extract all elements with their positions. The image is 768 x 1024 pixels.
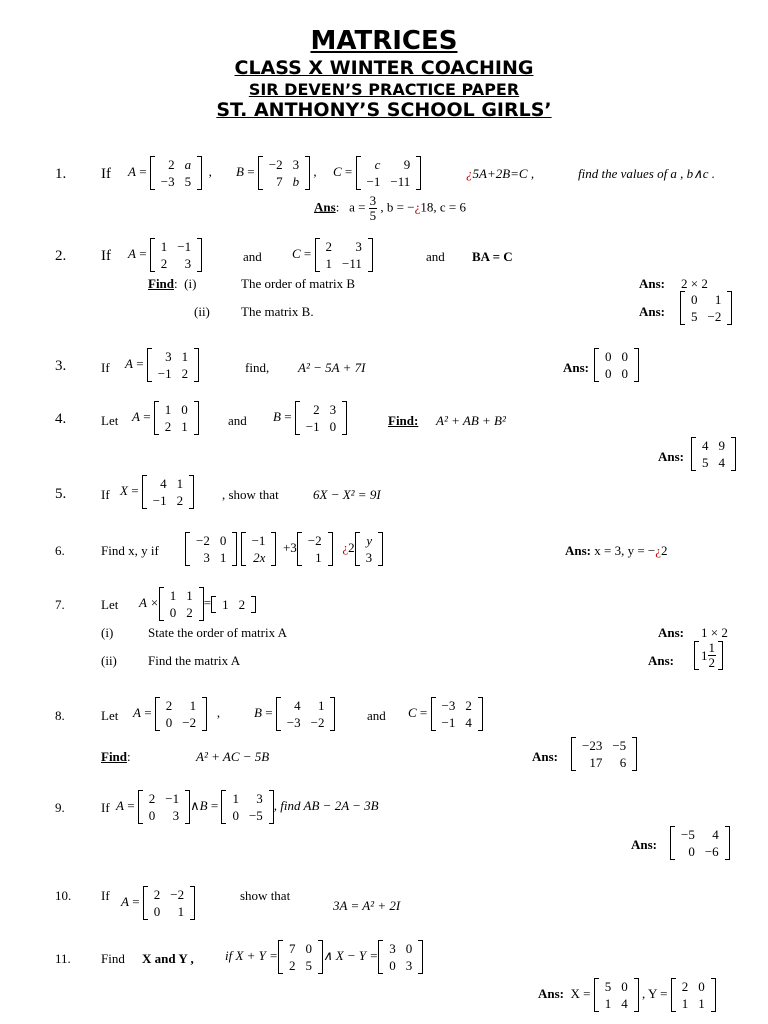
q3-answer-label: Ans: [563, 360, 590, 375]
q2-matrix-a: A = 1 −1 2 3 [128, 238, 202, 272]
matrix-brackets [670, 826, 730, 860]
matrix-cell: −2 [307, 533, 322, 548]
q7-answer-1: 1 × 2 [701, 625, 728, 640]
matrix-cell: 1 [189, 698, 197, 713]
matrix-cell: −1 [152, 493, 167, 508]
matrix-cell: 0 [219, 533, 227, 548]
q2-and-2: and [426, 249, 445, 264]
matrix-cell: 1 [317, 698, 325, 713]
matrix-cell: 3 [329, 402, 337, 417]
q6-equation: −2 0 3 1 −1 2x +3 −2 1 ¿2 y 3 [185, 532, 383, 566]
q7-answer-1-label: Ans: [658, 625, 685, 640]
matrix-cell: 0 [169, 605, 177, 620]
doc-subtitle-2: SIR DEVEN’S PRACTICE PAPER [248, 80, 520, 99]
matrix-cell: 0 [389, 958, 396, 973]
q1-answer: Ans: a = $\frac{3}{5}$ , b = −¿18, c = 6 [314, 193, 466, 223]
matrix-cell: 2 [160, 256, 168, 271]
doc-subtitle: CLASS X WINTER COACHING [234, 57, 534, 79]
q11-number: 11. [55, 951, 71, 966]
matrix-brackets [431, 697, 483, 731]
matrix-cell: 0 [148, 808, 156, 823]
q2-answer-2 [680, 291, 732, 325]
matrix [154, 401, 199, 435]
matrix [571, 737, 637, 771]
matrix-brackets [142, 475, 194, 509]
matrix [295, 401, 347, 435]
matrix-cell: −2 [707, 309, 722, 324]
q11-answer: Ans: X = 5 0 1 4 , Y = 2 0 1 1 [538, 978, 716, 1012]
matrix-brackets [155, 697, 207, 731]
matrix-cell: 0 [329, 419, 337, 434]
q2-and: and [243, 249, 262, 264]
matrix-cell: 3 [292, 157, 300, 172]
matrix-cell: −6 [704, 844, 719, 859]
q5-if: If [101, 487, 110, 502]
matrix-cell: 2 [176, 493, 184, 508]
matrix-cell: 0 [405, 941, 413, 956]
matrix-cell: 1 [681, 996, 689, 1011]
matrix-cell: 0 [688, 844, 695, 859]
matrix-cell: 6 [619, 755, 627, 770]
matrix-cell: 1 [169, 588, 177, 603]
matrix-cell: 1 [698, 996, 705, 1011]
q2-find: Find: (i) [148, 276, 197, 291]
matrix-brackets [258, 156, 310, 190]
matrix-cell: 4 [621, 996, 628, 1011]
q8-and: and [367, 708, 386, 723]
matrix [241, 532, 277, 566]
q1-matrix-c: C = c 9 −1 −11 [333, 156, 421, 190]
matrix-cell: 2 [164, 419, 172, 434]
matrix-cell: 1 [176, 476, 184, 491]
matrix-brackets [680, 291, 732, 325]
q4-answer [691, 437, 736, 471]
matrix-brackets [159, 587, 204, 621]
q8-matrix-b: B = 4 1 −3 −2 [254, 697, 335, 731]
matrix [185, 532, 237, 566]
matrix-cell: 9 [403, 157, 411, 172]
matrix-brackets [356, 156, 422, 190]
matrix-cell: −5 [681, 827, 695, 842]
matrix-cell: 3 [256, 791, 263, 806]
matrix-brackets [594, 348, 639, 382]
matrix [297, 532, 333, 566]
matrix-cell: 2x [253, 550, 266, 565]
matrix [258, 156, 310, 190]
matrix-cell: 0 [621, 349, 628, 364]
matrix [431, 697, 483, 731]
matrix-cell: 1 [186, 588, 193, 603]
matrix-brackets [150, 238, 202, 272]
q2-part-i: The order of matrix B [241, 276, 356, 291]
matrix-cell: c [374, 157, 381, 172]
matrix-cell: 2 [148, 791, 156, 806]
matrix [221, 790, 273, 824]
matrix-cell: 3 [184, 256, 192, 271]
matrix-brackets [315, 238, 373, 272]
q10-number: 10. [55, 888, 72, 903]
q4-matrix-b: B = 2 3 −1 0 [273, 401, 347, 435]
matrix-cell: 4 [160, 476, 167, 491]
q3-expression: A² − 5A + 7I [298, 360, 366, 375]
matrix [150, 238, 202, 272]
doc-school: ST. ANTHONY’S SCHOOL GIRLS’ [216, 99, 552, 121]
q8-answer-label: Ans: [532, 749, 559, 764]
q5-show: , show that [222, 487, 279, 502]
matrix-cell: 2 [238, 596, 246, 612]
q1-equation: ¿5A+2B=C , [466, 166, 535, 181]
matrix-cell: 1 [315, 550, 322, 565]
q8-find: Find: [101, 749, 131, 764]
matrix-cell: 2 [186, 605, 193, 620]
matrix-cell: 5 [184, 174, 192, 189]
matrix-cell: 3 [165, 349, 172, 364]
q2-if: If [101, 248, 111, 264]
q11-condition: if X + Y = 7 0 2 5 ∧ X − Y = 3 0 0 3 [225, 940, 423, 974]
matrix-cell: 0 [621, 979, 628, 994]
matrix-cell: 0 [232, 808, 239, 823]
matrix-cell: 1 [181, 419, 188, 434]
matrix-cell: −3 [160, 174, 175, 189]
matrix-cell: 0 [698, 979, 705, 994]
matrix-cell: 0 [305, 941, 312, 956]
matrix-cell: 2 [313, 402, 320, 417]
q1-matrix-b: B = −2 3 7 b , [236, 157, 317, 189]
matrix-cell: 1 [160, 239, 168, 254]
matrix-cell: 2 [168, 157, 175, 172]
matrix-cell: 4 [465, 715, 472, 730]
matrix [276, 697, 336, 731]
matrix [159, 587, 204, 621]
q2-part-ii: The matrix B. [241, 304, 314, 319]
q7-ii-label: (ii) [101, 653, 117, 668]
q2-number: 2. [55, 248, 67, 264]
matrix-cell: 2 [681, 979, 689, 994]
matrix-brackets [571, 737, 637, 771]
q8-let: Let [101, 708, 119, 723]
matrix-brackets [147, 348, 199, 382]
matrix-cell: 0 [605, 366, 612, 381]
matrix-cell: 9 [718, 438, 725, 453]
matrix [155, 697, 207, 731]
q6-text: Find x, y if [101, 543, 159, 558]
matrix-cell: 7 [276, 174, 283, 189]
matrix-cell: b [292, 174, 300, 189]
matrix-cell: 1 [177, 904, 185, 919]
matrix [150, 156, 202, 190]
q11-xy: X and Y , [142, 951, 194, 966]
q3-answer [594, 348, 639, 382]
matrix-brackets [150, 156, 202, 190]
matrix-brackets [138, 790, 190, 824]
q5-expression: 6X − X² = 9I [313, 487, 381, 502]
matrix-cell: 0 [605, 349, 612, 364]
matrix-cell: 1 [222, 596, 229, 612]
matrix-brackets [211, 596, 256, 613]
matrix-cell: 2 [325, 239, 333, 254]
q7-i-label: (i) [101, 625, 114, 640]
q2-answer-1-label: Ans: [639, 276, 666, 291]
matrix-cell: 0 [621, 366, 628, 381]
matrix-cell: 2 [165, 698, 173, 713]
matrix-cell: 3 [172, 808, 180, 823]
q4-matrix-a: A = 1 0 2 1 [132, 401, 199, 435]
q7-part-ii: Find the matrix A [148, 653, 241, 668]
matrix-cell: 1 [219, 550, 227, 565]
q7-equation: A × 1 1 0 2 = 1 2 [139, 587, 256, 621]
q4-answer-label: Ans: [658, 449, 685, 464]
matrix-cell: 2 [181, 366, 189, 381]
matrix-cell: 17 [589, 755, 603, 770]
matrix-cell: 0 [165, 715, 173, 730]
matrix-cell: −3 [286, 715, 301, 730]
matrix [142, 475, 194, 509]
matrix-cell: −1 [441, 715, 456, 730]
matrix-cell: 3 [203, 550, 210, 565]
q9-answer [670, 826, 730, 860]
matrix-cell: −2 [310, 715, 325, 730]
q3-number: 3. [55, 358, 67, 374]
q1-matrix-a: A = 2 a −3 5 , [128, 157, 212, 189]
matrix-cell: 0 [181, 402, 188, 417]
q4-number: 4. [55, 411, 67, 427]
matrix-cell: 7 [288, 941, 296, 956]
q8-matrix-a: A = 2 1 0 −2 , [133, 698, 221, 730]
q7-answer-2-label: Ans: [648, 653, 675, 668]
q2-ii-label: (ii) [194, 304, 210, 319]
matrix [594, 348, 639, 382]
matrix [356, 156, 422, 190]
q3-find: find, [245, 360, 270, 375]
matrix [680, 291, 732, 325]
matrix-brackets [278, 940, 323, 974]
q7-part-i: State the order of matrix A [148, 625, 287, 640]
matrix-cell: −1 [177, 239, 192, 254]
matrix-cell: −2 [182, 715, 197, 730]
matrix-cell: 5 [604, 979, 612, 994]
q10-show: show that [240, 888, 291, 903]
q3-matrix-a: A = 3 1 −1 2 [125, 348, 199, 382]
matrix [378, 940, 423, 974]
matrix-cell: −1 [305, 419, 320, 434]
matrix-cell: 5 [702, 455, 709, 470]
q11-text: Find [101, 951, 125, 966]
matrix-cell: 1 [164, 402, 172, 417]
matrix [594, 978, 639, 1012]
matrix-cell: −5 [248, 808, 263, 823]
matrix-cell: y [366, 533, 373, 548]
matrix-brackets [241, 532, 277, 566]
matrix [147, 348, 199, 382]
matrix-cell: −1 [251, 533, 266, 548]
matrix-cell: 1 [714, 292, 722, 307]
matrix-cell: −1 [366, 174, 381, 189]
q2-matrix-c: C = 2 3 1 −11 [292, 238, 373, 272]
matrix-brackets [355, 532, 384, 566]
q10-expression: 3A = A² + 2I [333, 898, 401, 913]
matrix [691, 437, 736, 471]
matrix-cell: 0 [153, 904, 161, 919]
matrix-cell: −2 [196, 533, 210, 548]
q10-matrix-a: A = 2 −2 0 1 [121, 886, 195, 920]
matrix-cell: 0 [691, 292, 698, 307]
matrix-cell: a [184, 157, 192, 172]
doc-title: MATRICES [310, 26, 458, 56]
matrix-cell: 4 [712, 827, 719, 842]
matrix [671, 978, 716, 1012]
matrix-brackets [594, 978, 639, 1012]
matrix-brackets [276, 697, 336, 731]
q8-answer [571, 737, 637, 771]
matrix-cell: 4 [718, 455, 725, 470]
q7-answer-2: 1 $\frac{1}{2}$ [694, 641, 723, 670]
matrix [143, 886, 195, 920]
matrix-brackets [143, 886, 195, 920]
q9-if: If [101, 800, 110, 815]
matrix-brackets [297, 532, 333, 566]
matrix-cell: 3 [365, 550, 373, 565]
matrix-brackets [295, 401, 347, 435]
q4-let: Let [101, 413, 119, 428]
matrix-brackets [221, 790, 273, 824]
matrix-cell: 1 [604, 996, 612, 1011]
matrix-brackets [185, 532, 237, 566]
matrix [138, 790, 190, 824]
q8-number: 8. [55, 708, 65, 723]
q1-if: If [101, 166, 111, 182]
matrix-cell: 2 [465, 698, 472, 713]
matrix-cell: −1 [165, 791, 180, 806]
q4-and: and [228, 413, 247, 428]
matrix-cell: 3 [355, 239, 362, 254]
matrix-cell: 1 [181, 349, 189, 364]
matrix-brackets [691, 437, 736, 471]
matrix-cell: −23 [582, 738, 603, 753]
q7-let: Let [101, 597, 119, 612]
q9-answer-label: Ans: [631, 837, 658, 852]
matrix-brackets [671, 978, 716, 1012]
matrix [355, 532, 384, 566]
q9-number: 9. [55, 800, 65, 815]
matrix-cell: 4 [294, 698, 301, 713]
matrix-cell: −1 [157, 366, 172, 381]
q5-number: 5. [55, 486, 67, 502]
q7-number: 7. [55, 597, 65, 612]
matrix-cell: −11 [390, 174, 411, 189]
matrix-cell: 3 [405, 958, 413, 973]
q1-number: 1. [55, 166, 67, 182]
matrix-cell: 5 [691, 309, 698, 324]
matrix-cell: −2 [268, 157, 283, 172]
q3-if: If [101, 360, 110, 375]
q4-find: Find: [388, 413, 419, 428]
matrix-cell: 1 [325, 256, 333, 271]
matrix [278, 940, 323, 974]
q6-answer: Ans: x = 3, y = −¿2 [565, 543, 668, 558]
matrix-cell: 2 [153, 887, 161, 902]
matrix [670, 826, 730, 860]
matrix [211, 596, 256, 613]
matrix [315, 238, 373, 272]
q6-number: 6. [55, 543, 65, 558]
q2-condition: BA = C [472, 249, 513, 264]
matrix-cell: −3 [441, 698, 456, 713]
q4-expression: A² + AB + B² [436, 413, 506, 428]
q9-equation: A = 2 −1 0 3 ∧B = 1 3 0 −5 , find AB − 2A − 3B [116, 791, 379, 823]
q8-matrix-c: C = −3 2 −1 4 [408, 697, 483, 731]
matrix-cell: −5 [612, 738, 627, 753]
matrix-brackets [154, 401, 199, 435]
q2-answer-1: 2 × 2 [681, 276, 708, 291]
matrix-cell: −2 [170, 887, 185, 902]
matrix-brackets [378, 940, 423, 974]
q10-if: If [101, 888, 110, 903]
matrix-cell: 4 [702, 438, 709, 453]
q5-matrix-x: X = 4 1 −1 2 [120, 475, 194, 509]
matrix-cell: −11 [342, 256, 362, 271]
matrix-cell: 2 [288, 958, 296, 973]
q1-find: find the values of a , b∧c . [578, 166, 715, 181]
q8-expression: A² + AC − 5B [196, 749, 270, 764]
matrix-cell: 1 [232, 791, 239, 806]
matrix-cell: 3 [389, 941, 396, 956]
matrix-cell: 5 [305, 958, 312, 973]
q2-answer-2-label: Ans: [639, 304, 666, 319]
